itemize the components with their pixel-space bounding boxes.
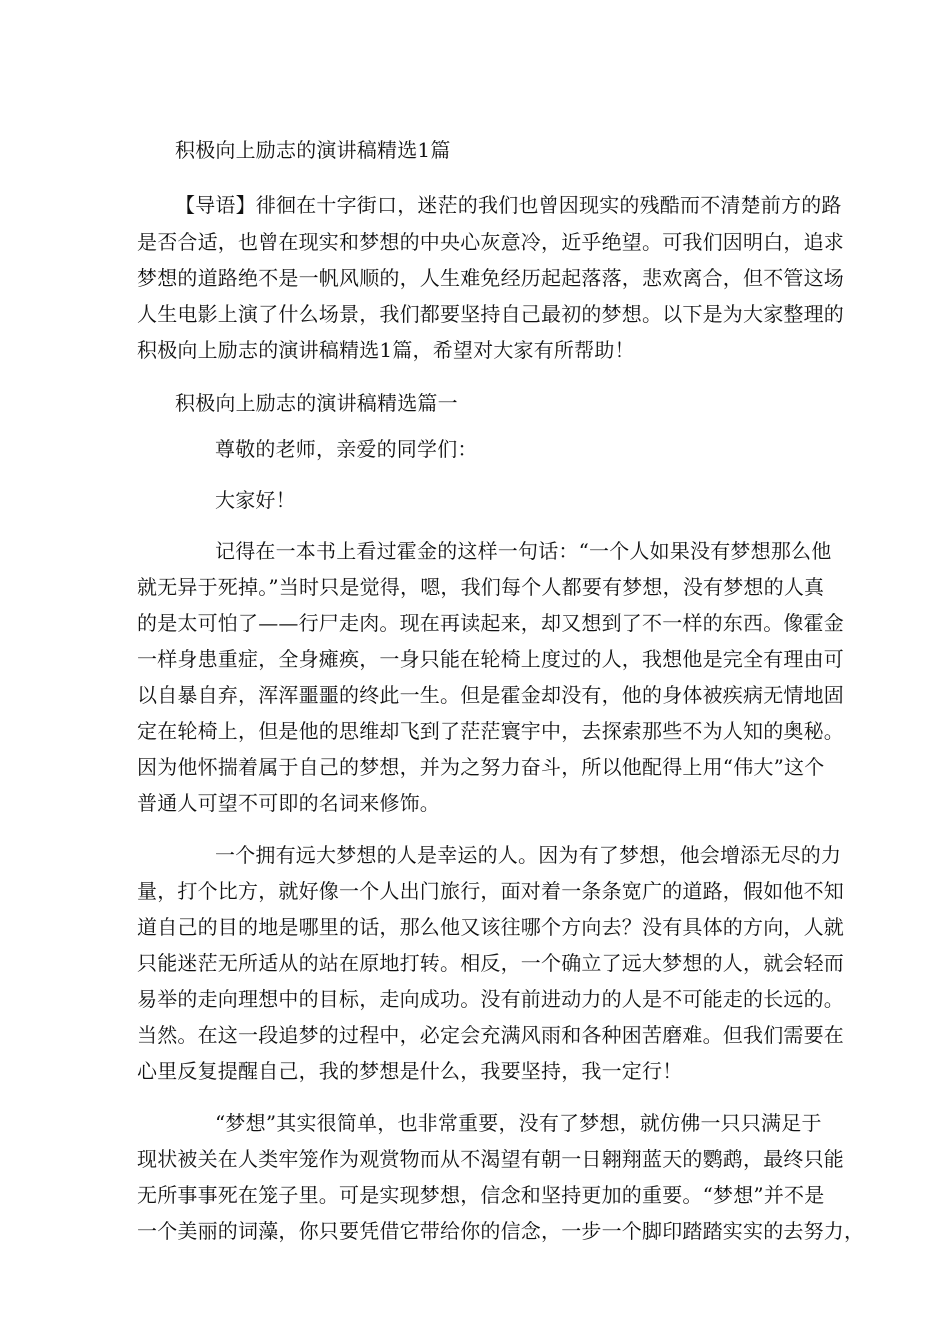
paragraph-line: 一个拥有远大梦想的人是幸运的人。因为有了梦想，他会增添无尽的力 <box>215 843 842 867</box>
paragraph-line: 一个美丽的词藻，你只要凭借它带给你的信念，一步一个脚印踏踏实实的去努力， <box>137 1219 865 1243</box>
document-title: 积极向上励志的演讲稿精选1篇 <box>175 138 451 162</box>
section-title: 积极向上励志的演讲稿精选篇一 <box>175 391 458 415</box>
intro-line: 人生电影上演了什么场景，我们都要坚持自己最初的梦想。以下是为大家整理的 <box>137 302 844 326</box>
paragraph-line: 易举的走向理想中的目标，走向成功。没有前进动力的人是不可能走的长远的。 <box>137 987 844 1011</box>
paragraph-line: 量，打个比方，就好像一个人出门旅行，面对着一条条宽广的道路，假如他不知 <box>137 879 844 903</box>
paragraph-line: 记得在一本书上看过霍金的这样一句话：“一个人如果没有梦想那么他 <box>215 539 832 563</box>
paragraph-line: 现状被关在人类牢笼作为观赏物而从不渴望有朝一日翱翔蓝天的鹦鹉，最终只能 <box>137 1147 844 1171</box>
intro-line: 梦想的道路绝不是一帆风顺的，人生难免经历起起落落，悲欢离合，但不管这场 <box>137 266 844 290</box>
salutation: 尊敬的老师，亲爱的同学们： <box>215 437 478 461</box>
paragraph-line: 当然。在这一段追梦的过程中，必定会充满风雨和各种困苦磨难。但我们需要在 <box>137 1023 844 1047</box>
intro-line: 积极向上励志的演讲稿精选1篇，希望对大家有所帮助！ <box>137 338 635 362</box>
paragraph-line: 以自暴自弃，浑浑噩噩的终此一生。但是霍金却没有，他的身体被疾病无情地固 <box>137 683 844 707</box>
paragraph-line: 就无异于死掉。”当时只是觉得，嗯，我们每个人都要有梦想，没有梦想的人真 <box>137 575 825 599</box>
paragraph-line: 道自己的目的地是哪里的话，那么他又该往哪个方向去？没有具体的方向，人就 <box>137 915 844 939</box>
paragraph-line: 心里反复提醒自己，我的梦想是什么，我要坚持，我一定行！ <box>137 1059 683 1083</box>
paragraph-line: 定在轮椅上，但是他的思维却飞到了茫茫寰宇中，去探索那些不为人知的奥秘。 <box>137 719 844 743</box>
intro-line: 【导语】徘徊在十字街口，迷茫的我们也曾因现实的残酷而不清楚前方的路 <box>175 193 842 217</box>
paragraph-line: 只能迷茫无所适从的站在原地打转。相反，一个确立了远大梦想的人，就会轻而 <box>137 951 844 975</box>
paragraph-line: “梦想”其实很简单，也非常重要，没有了梦想，就仿佛一只只满足于 <box>215 1111 822 1135</box>
paragraph-line: 一样身患重症，全身瘫痪，一身只能在轮椅上度过的人，我想他是完全有理由可 <box>137 647 844 671</box>
greeting: 大家好！ <box>215 488 296 512</box>
paragraph-line: 的是太可怕了——行尸走肉。现在再读起来，却又想到了不一样的东西。像霍金 <box>137 611 844 635</box>
intro-line: 是否合适，也曾在现实和梦想的中央心灰意冷，近乎绝望。可我们因明白，追求 <box>137 230 844 254</box>
paragraph-line: 因为他怀揣着属于自己的梦想，并为之努力奋斗，所以他配得上用“伟大”这个 <box>137 755 825 779</box>
paragraph-line: 无所事事死在笼子里。可是实现梦想，信念和坚持更加的重要。“梦想”并不是 <box>137 1183 825 1207</box>
paragraph-line: 普通人可望不可即的名词来修饰。 <box>137 791 440 815</box>
